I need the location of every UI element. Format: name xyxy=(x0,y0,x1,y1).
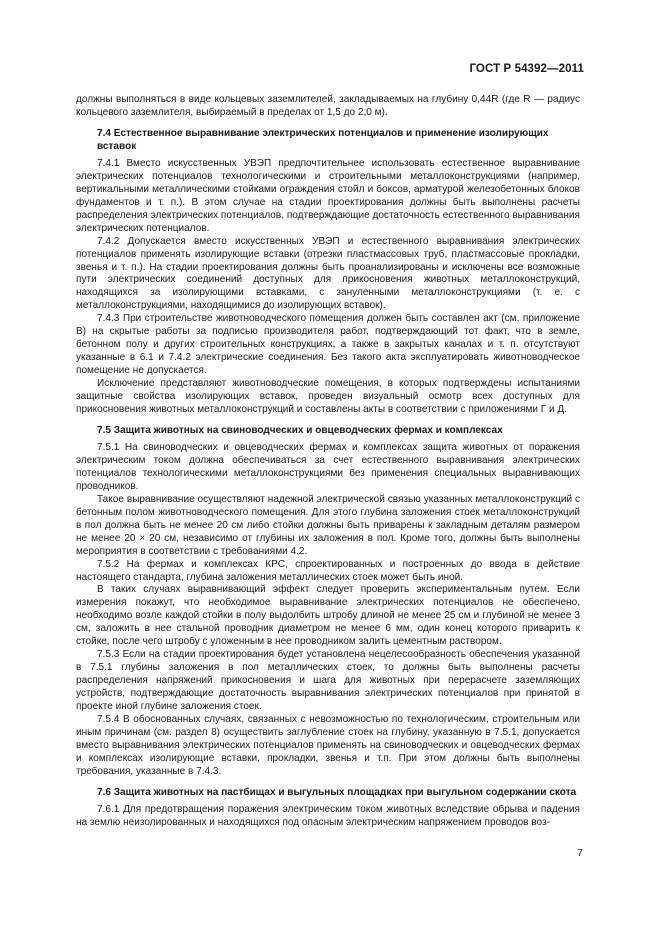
section-heading-7-4: 7.4 Естественное выравнивание электрических потенциалов и применение изолирующих вставок xyxy=(97,127,549,152)
paragraph-7-5-4: 7.5.4 В обоснованных случаях, связанных с невозможностью по технологическим, строительным или иным причинам (см. раздел 8) осуществить заглубление стоек на глубину, указанную в 7.5.1, допускается вместо выравнивания электрических потенциалов применять на свиноводческих и овцеводческих фермах и комплексах изолирующие вставки, прокладки, звенья и т.п. При этом должны быть выполнены требования, указанные в 7.4.3. xyxy=(76,713,580,777)
paragraph-7-6-1: 7.6.1 Для предотвращения поражения электрическим током животных вследствие обрыва и падения на землю неизолированных и находящихся под опасным электрическим напряжением проводов воз- xyxy=(76,803,580,828)
paragraph-7-4-3: 7.4.3 При строительстве животноводческого помещения должен быть составлен акт (см. приложение В) на скрытые работы за подписью производителя работ, подтверждающий тот факт, что в земле, бетонном полу и других строительных конструкциях, а также в закрытых каналах и т. п. отсутствуют указанные в 6.1 и 7.4.2 электрические соединения. Без такого акта эксплуатировать животноводческое помещение не допускается. xyxy=(76,313,580,377)
document-id-header: ГОСТ Р 54392—2011 xyxy=(469,63,584,75)
page-number: 7 xyxy=(577,847,583,859)
section-heading-7-5: 7.5 Защита животных на свиноводческих и овцеводческих фермах и комплексах xyxy=(97,424,503,436)
paragraph-7-4-1: 7.4.1 Вместо искусственных УВЭП предпочтительнее использовать естественное выравнивание электрических потенциалов технологическими и строительными металлоконструкциями (например, вертикальными металлическими стойками ограждения стойл и боксов, арматурой железобетонных блоков фундаментов и т. п.). В этом случае на стадии проектирования должны быть выполнены расчеты распределения электрических потенциалов, подтверждающие достаточность естественного выравнивания электрических потенциалов. xyxy=(76,157,580,234)
paragraph-7-4-2: 7.4.2 Допускается вместо искусственных УВЭП и естественного выравнивания электрических потенциалов применять изолирующие вставки (отрезки пластмассовых труб, пластмассовые прокладки, звенья и т. п.). На стадии проектирования должны быть проанализированы и исключены все возможные пути электрических соединений доступных для прикосновения животных металлоконструкций, находящихся за изолирующими вставками, с зануленными металлоконструкциями (т. е. с металлоконструкциями, находящимися до изолирующих вставок). xyxy=(76,235,580,312)
paragraph-7-4-3-exception: Исключение представляют животноводческие помещения, в которых подтверждены испытаниями защитные свойства изолирующих вставок, проведен визуальный осмотр всех доступных для прикосновения животных металлоконструкций и составлены акты в соответствии с приложениями Г и Д. xyxy=(76,378,580,416)
paragraph-7-5-2: 7.5.2 На фермах и комплексах КРС, спроектированных и построенных до ввода в действие настоящего стандарта, глубина заложения металлических стоек может быть иной. xyxy=(76,558,580,583)
paragraph-7-5-1: 7.5.1 На свиноводческих и овцеводческих фермах и комплексах защита животных от поражения электрическим током должна обеспечиваться за счет естественного выравнивания электрических потенциалов технологическими металлоконструкциями без применения специальных выравнивающих проводников. xyxy=(76,441,580,492)
paragraph-7-5-2-check: В таких случаях выравнивающий эффект следует проверить экспериментальным путем. Если измерения покажут, что необходимое выравнивание электрических потенциалов не обеспечено, необходимо возле каждой стойки в полу выдолбить штробу длиной не менее 25 см и глубиной не менее 3 см, заложить в нее стальной проводник диаметром не менее 6 мм, один конец которого приварить к стойке, после чего штробу с уложенным в нее проводником залить цементным раствором. xyxy=(76,584,580,648)
document-body xyxy=(76,94,580,830)
section-heading-7-6: 7.6 Защита животных на пастбищах и выгульных площадках при выгульном содержании скота xyxy=(97,786,577,798)
paragraph-continuation: должны выполняться в виде кольцевых заземлителей, закладываемых на глубину 0,44R (где R — радиус кольцевого заземлителя, выбираемый в пределах от 1,5 до 2,0 м). xyxy=(76,94,580,118)
paragraph-7-5-1-alignment: Такое выравнивание осуществляют надежной электрической связью указанных металлоконструкций с бетонным полом животноводческого помещения. Для этого глубина заложения стоек металлоконструкций в пол должна быть не менее 20 см либо стойки должны быть приварены к закладным деталям размером не менее 20 × 20 см, независимо от глубины их заложения в пол. Кроме того, должны быть выполнены мероприятия в соответствии с требованиями 4.2. xyxy=(76,493,580,557)
paragraph-7-5-3: 7.5.3 Если на стадии проектирования будет установлена нецелесообразность обеспечения указанной в 7.5.1 глубины заложения в пол металлических стоек, то должны быть выполнены расчеты распределения напряжений прикосновения и шага для животных при перерасчете заземляющих устройств, подтверждающие достаточность выравнивания электрических потенциалов при принятой в проекте иной глубине заложения стоек. xyxy=(76,649,580,713)
